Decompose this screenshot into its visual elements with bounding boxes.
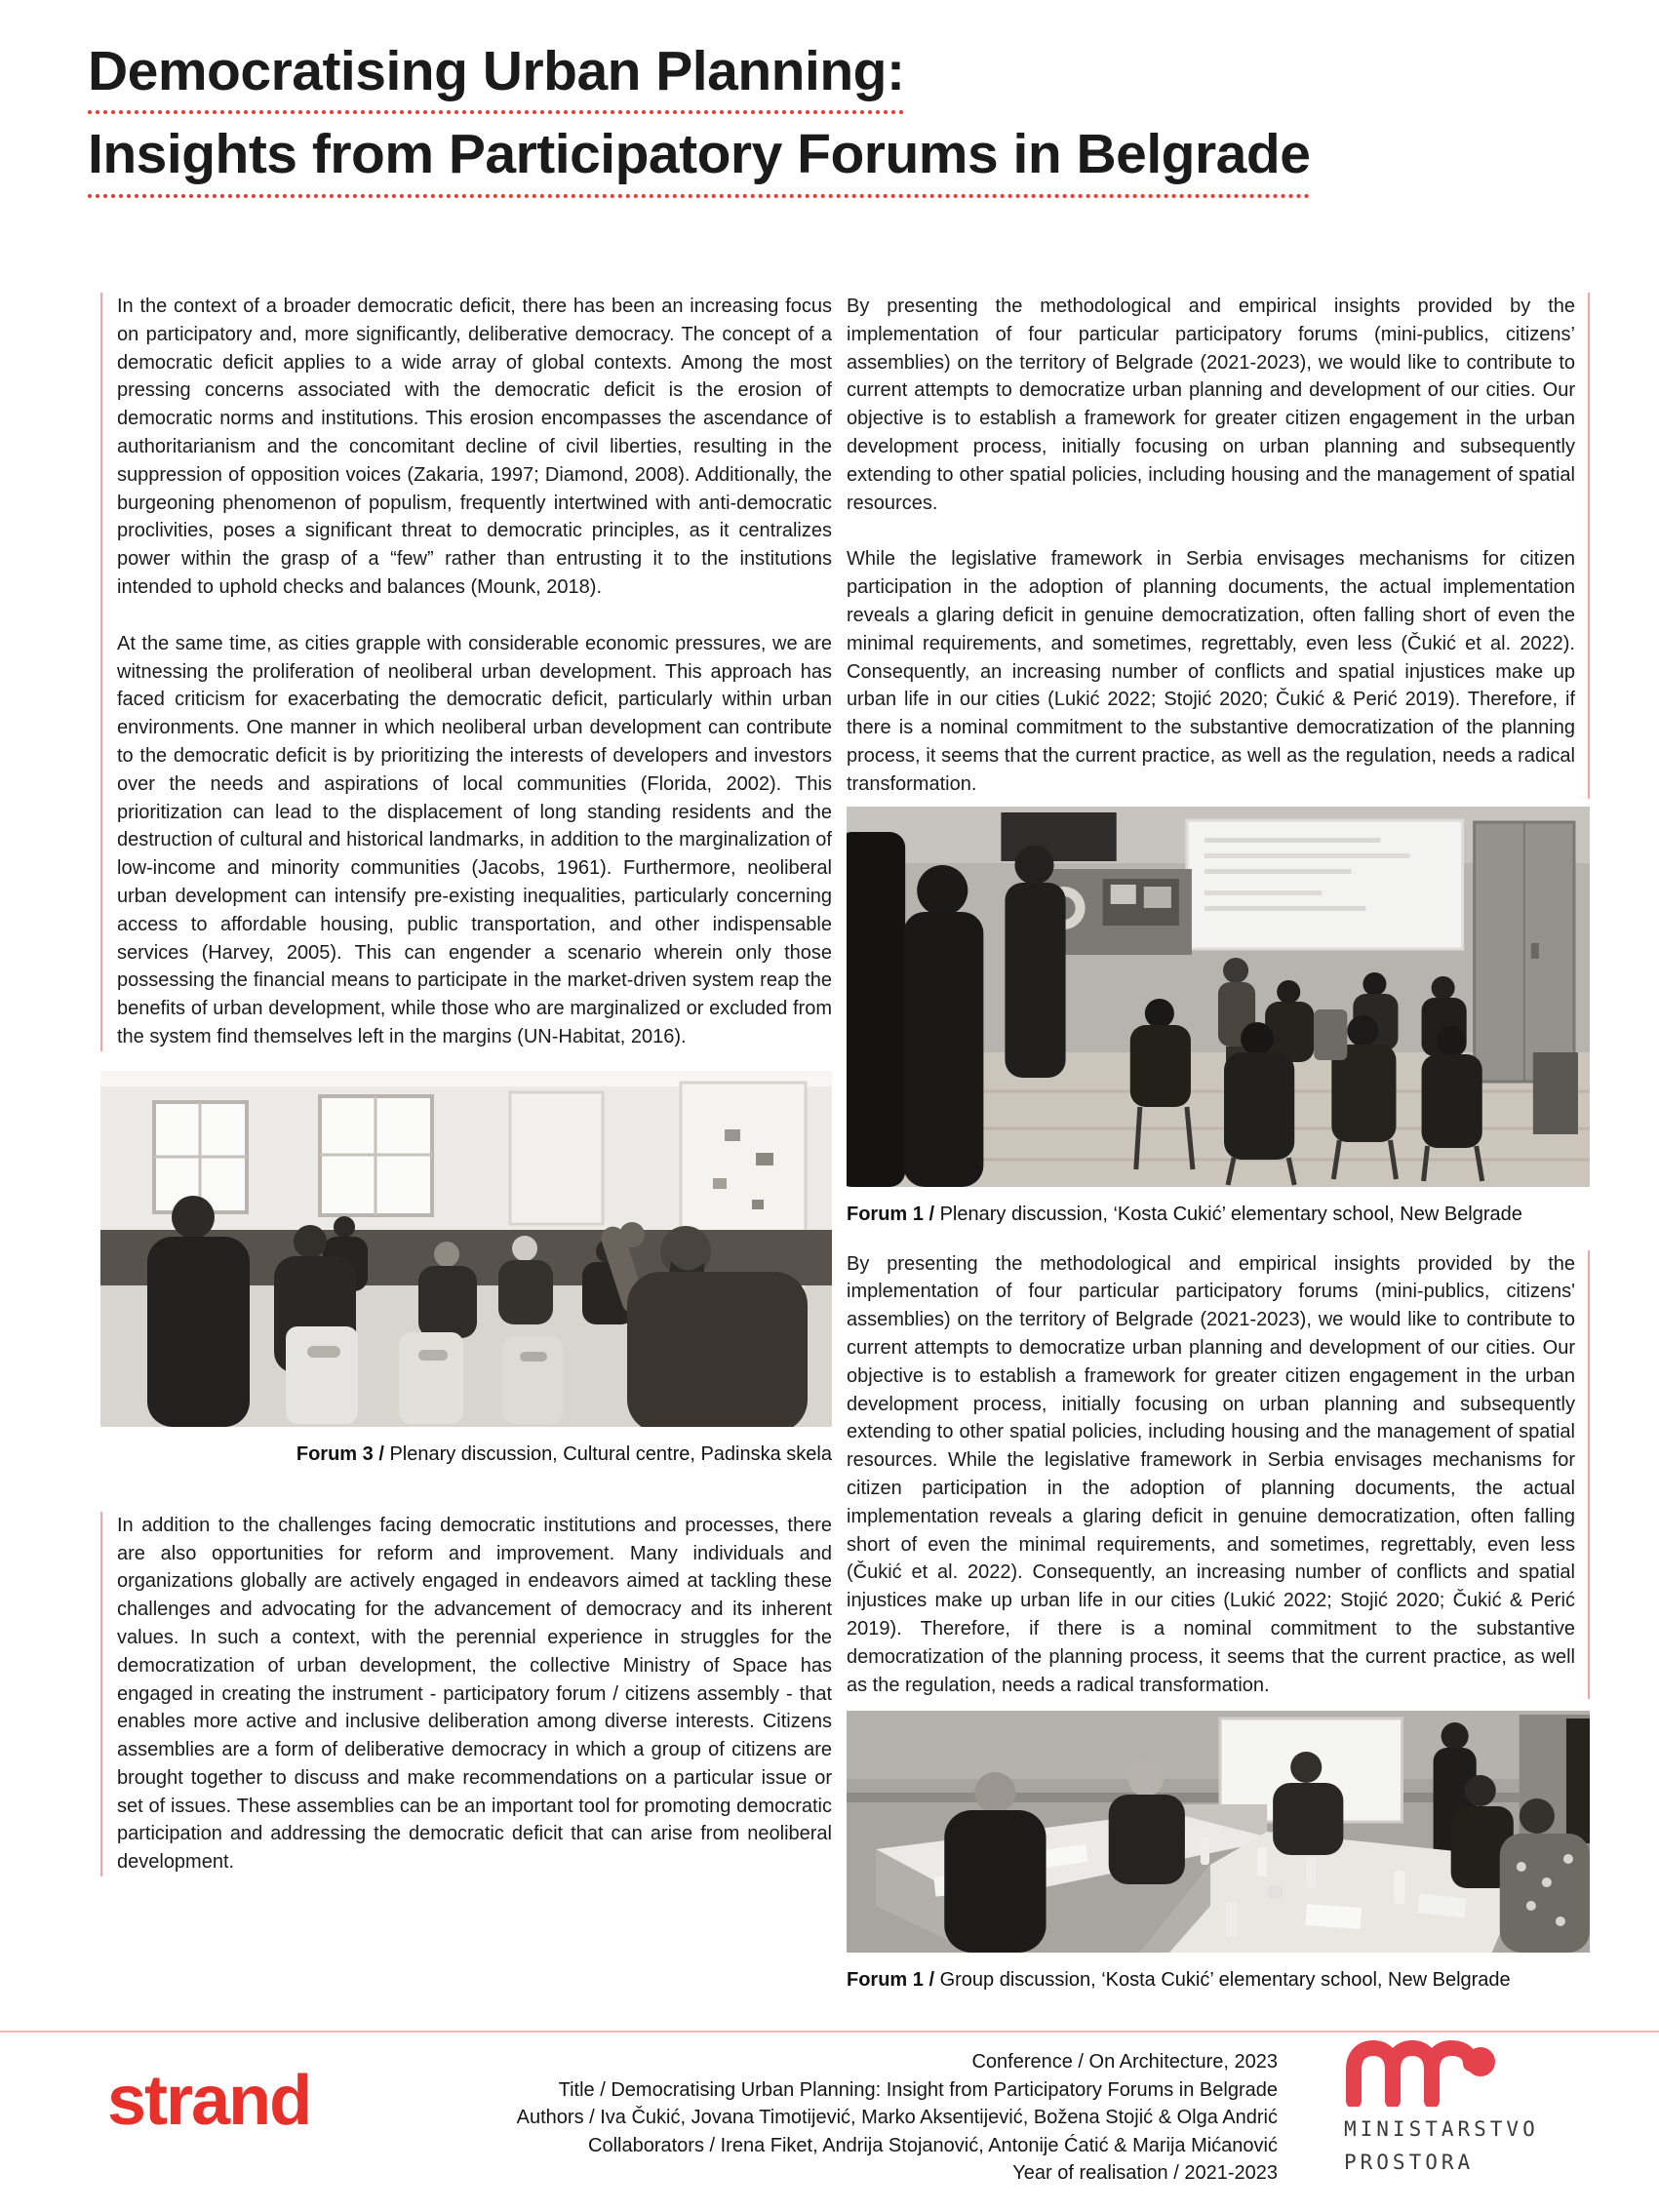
credit-authors (517, 2104, 1278, 2132)
photo-forum1-group (847, 1711, 1590, 1953)
door-right (1475, 822, 1574, 1082)
title-line-2-text: Insights from Participatory Forums in Belgrade (88, 122, 1310, 197)
right-column (847, 293, 1590, 1993)
left-text-block-2 (100, 1512, 832, 1876)
credit-year (517, 2159, 1278, 2188)
caption-forum3 (100, 1442, 832, 1467)
right-paragraph-3: By presenting the methodological and empirical insights provided by the implementation of four particular participatory forums (mini-publics, citizens' assemblies) on the territory of Belgrade (2021-2023), we would like to contribute to current attempts to democratize urban planning and development of our cities. Our objective is to establish a framework for greater citizen engagement in the urban development process, initially focusing on urban planning and subsequently extending to other spatial policies, including housing and the management of spatial resources. While the legislative framework in Serbia envisages mechanisms for citizen participation in the adoption of planning documents, the actual implementation reveals a glaring deficit in genuine democratization, often falling short of even the minimal requirements, and sometimes, regrettably, even less (Čukić et al. 2022). Consequently, an increasing number of conflicts and spatial injustices make up urban life in our cities (Lukić 2022; Stojić 2020; Čukić & Perić 2019). Therefore, if there is a nominal commitment to the substantive democratization of the planning process, it seems that the current practice, as well as the regulation, needs a radical transformation. (847, 1252, 1575, 1696)
footer-credits (517, 2048, 1278, 2188)
left-paragraph-2: At the same time, as cities grapple with considerable economic pressures, we are witnessing the proliferation of neoliberal urban development. This approach has faced criticism for exacerbating the democratic deficit, particularly within urban environments. One manner in which neoliberal urban development can contribute to the democratic deficit is by prioritizing the interests of developers and investors over the needs and aspirations of local communities (Florida, 2002). This prioritization can lead to the displacement of long standing residents and the destruction of cultural and historical landmarks, in addition to the marginalization of low-income and minority communities (Jacobs, 1961). Furthermore, neoliberal urban development can intensify pre-existing inequalities, particularly concerning access to affordable housing, public transportation, and other indispensable services (Harvey, 2005). This can engender a scenario wherein only those possessing the financial means to participate in the market-driven system reap the benefits of urban development, while those who are marginalized or excluded from the system find themselves left in the margins (UN-Habitat, 2016). (117, 632, 832, 1047)
credit-conference-label: Conference / (971, 2051, 1084, 2073)
credit-title-label: Title / (558, 2078, 606, 2101)
right-text-block-2 (847, 1250, 1590, 1700)
caption-forum1-plenary-text: Plenary discussion, ‘Kosta Cukić’ elementary school, New Belgrade (939, 1203, 1522, 1225)
credit-authors-label: Authors / (516, 2107, 595, 2128)
caption-forum1-plenary-label: Forum 1 / (847, 1203, 935, 1225)
caption-forum1-group-label: Forum 1 / (847, 1969, 935, 1992)
credit-title (517, 2076, 1278, 2105)
equipment-cart (1533, 1052, 1578, 1134)
right-text-block-1 (847, 293, 1590, 799)
photo-forum3-plenary (100, 1071, 832, 1427)
title-line-1-text: Democratising Urban Planning: (88, 39, 904, 114)
photo-forum1-plenary (847, 807, 1590, 1187)
ministarstvo-prostora-logo (1344, 2036, 1578, 2179)
poster-title (88, 39, 1590, 206)
left-text-block-1 (100, 293, 832, 1051)
credit-year-label: Year of realisation / (1012, 2162, 1179, 2184)
credit-title-value: Democratising Urban Planning: Insight from Participatory Forums in Belgrade (611, 2078, 1278, 2101)
credit-authors-value: Iva Čukić, Jovana Timotijević, Marko Aksentijević, Božena Stojić & Olga Andrić (600, 2107, 1278, 2128)
strand-logo: strand (107, 2062, 311, 2140)
ministry-squiggle-icon (1344, 2036, 1510, 2107)
caption-forum3-text: Plenary discussion, Cultural centre, Padinska skela (389, 1442, 832, 1465)
white-chairs (286, 1326, 563, 1424)
left-paragraph-1: In the context of a broader democratic deficit, there has been an increasing focus on participatory and, more significantly, deliberative democracy. The concept of a democratic deficit applies to a wide array of global contexts. Among the most pressing concerns associated with the democratic deficit is the erosion of democratic norms and institutions. This erosion encompasses the ascendance of authoritarianism and the concomitant decline of civil liberties, resulting in the suppression of opposition voices (Zakaria, 1997; Diamond, 2008). Additionally, the burgeoning phenomenon of populism, frequently intertwined with anti-democratic proclivities, poses a significant threat to democratic principles, as it centralizes power within the grasp of a “few” rather than entrusting it to the institutions intended to uphold checks and balances (Mounk, 2018). (117, 296, 832, 598)
right-paragraph-2: While the legislative framework in Serbia envisages mechanisms for citizen participation in the adoption of planning documents, the actual implementation reveals a glaring deficit in genuine democratization, often falling short of even the minimal requirements, and sometimes, regrettably, even less (Čukić et al. 2022). Consequently, an increasing number of conflicts and spatial injustices make up urban life in our cities (Lukić 2022; Stojić 2020; Čukić & Perić 2019). Therefore, if there is a nominal commitment to the substantive democratization of the planning process, it seems that the current practice, as well as the regulation, needs a radical transformation. (847, 548, 1575, 795)
windows (154, 1092, 603, 1224)
ministry-name-line-2: PROSTORA (1344, 2151, 1475, 2174)
credit-collaborators-value: Irena Fiket, Andrija Stojanović, Antonije Ćatić & Marija Mićanović (720, 2134, 1278, 2156)
title-line-2 (88, 122, 1590, 205)
right-paragraph-1: By presenting the methodological and empirical insights provided by the implementation of four particular participatory forums (mini-publics, citizens’ assemblies) on the territory of Belgrade (2021-2023), we would like to contribute to current attempts to democratize urban planning and development of our cities. Our objective is to establish a framework for greater citizen engagement in the urban development process, initially focusing on urban planning and subsequently extending to other spatial policies, including housing and the management of spatial resources. (847, 296, 1575, 514)
credit-conference (517, 2048, 1278, 2076)
credit-year-value: 2021-2023 (1184, 2162, 1278, 2184)
title-line-1 (88, 39, 1590, 122)
footer-divider (0, 2031, 1659, 2033)
left-column (100, 293, 832, 1876)
credit-collaborators-label: Collaborators / (588, 2134, 716, 2156)
caption-forum1-group (847, 1968, 1590, 1993)
caption-forum1-plenary (847, 1203, 1590, 1227)
left-paragraph-3: In addition to the challenges facing democratic institutions and processes, there are also opportunities for reform and improvement. Many individuals and organizations globally are actively engaged in endeavors aimed at tackling these challenges and advocating for the advancement of democracy and its inherent values. In such a context, with the perennial experience in struggles for the democratization of urban development, the collective Ministry of Space has engaged in creating the instrument - participatory forum / citizens assembly - that enables more active and inclusive deliberation among diverse interests. Citizens assemblies are a form of deliberative democracy in which a group of citizens are brought together to discuss and make recommendations on a particular issue or set of issues. These assemblies can be an important tool for promoting democratic participation and addressing the democratic deficit that can arise from neoliberal development. (117, 1514, 832, 1874)
caption-forum3-label: Forum 3 / (296, 1442, 384, 1465)
caption-forum1-group-text: Group discussion, ‘Kosta Cukić’ elementary school, New Belgrade (939, 1969, 1511, 1992)
credit-collaborators (517, 2132, 1278, 2160)
ministry-name-line-1: MINISTARSTVO (1344, 2117, 1539, 2141)
credit-conference-value: On Architecture, 2023 (1088, 2051, 1278, 2073)
